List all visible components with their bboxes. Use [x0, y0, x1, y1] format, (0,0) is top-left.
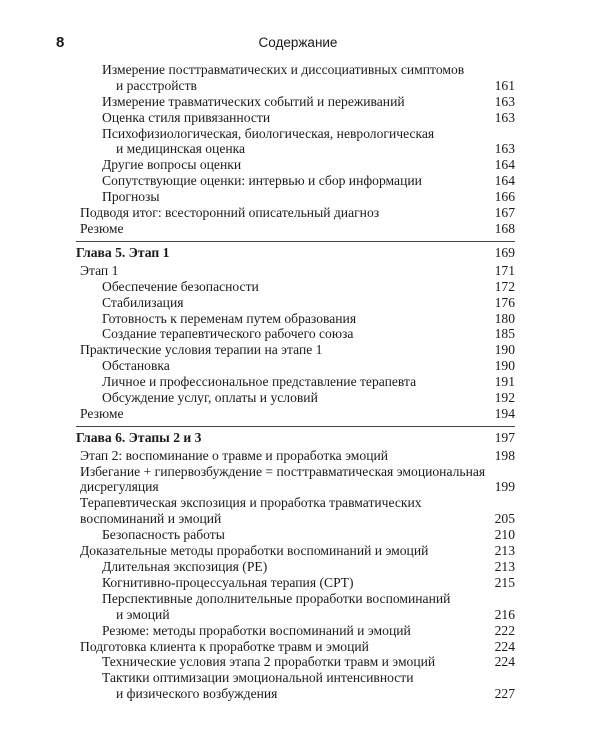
toc-page-number: 164: [494, 173, 515, 189]
toc-entry-title: Безопасность работы: [102, 527, 225, 543]
toc-entry-title: Резюме: методы проработки воспоминаний и эмоций: [102, 622, 411, 638]
toc-entry-title: Подводя итог: всесторонний описательный диагноз: [80, 205, 380, 221]
toc-entry-title: Этап 2: воспоминание о травме и проработка эмоций: [80, 447, 389, 463]
toc-subsection[interactable]: [0, 173, 600, 189]
toc-subsection[interactable]: [0, 62, 600, 94]
running-title: Содержание: [258, 35, 338, 50]
toc-subsection[interactable]: [0, 326, 600, 342]
toc-entry-title: Подготовка клиента к проработке травм и эмоций: [80, 638, 369, 654]
toc-entry-title: Технические условия этапа 2 проработки травм и эмоций: [102, 654, 436, 670]
toc-section[interactable]: [0, 448, 600, 464]
toc-chapter[interactable]: [0, 245, 600, 261]
toc-section[interactable]: [0, 543, 600, 559]
toc-page-number: 167: [494, 205, 515, 221]
toc-page-number: 172: [494, 278, 515, 294]
toc-section[interactable]: [0, 406, 600, 422]
toc-entry-title: Создание терапевтического рабочего союза: [102, 326, 354, 342]
toc-entry-title: Глава 6. Этапы 2 и 3: [76, 429, 202, 445]
toc-subsection[interactable]: [0, 559, 600, 575]
toc-entry-title: Длительная экспозиция (PE): [102, 559, 268, 574]
toc-page-number: 164: [494, 157, 515, 173]
toc-section[interactable]: [0, 263, 600, 279]
toc-page-number: 166: [494, 189, 515, 205]
toc-entry-title: Личное и профессиональное представление терапевта: [102, 374, 417, 390]
toc-subsection[interactable]: [0, 110, 600, 126]
toc-entry-title: Практические условия терапии на этапе 1: [80, 342, 323, 358]
toc-page-number: 194: [494, 405, 515, 421]
toc-page-number: 198: [494, 447, 515, 463]
toc-subsection[interactable]: [0, 311, 600, 327]
toc-subsection[interactable]: [0, 374, 600, 390]
toc-page-number: 190: [494, 358, 515, 374]
toc-section[interactable]: [0, 639, 600, 655]
toc-entry-title: Измерение посттравматических и диссоциативных симптомов: [102, 62, 465, 77]
toc-section[interactable]: [0, 221, 600, 237]
toc-page-number: 163: [494, 141, 515, 157]
toc-page-number: 190: [494, 342, 515, 358]
toc-entry-title: Готовность к переменам путем образования: [102, 310, 357, 326]
toc-page-number: 191: [494, 374, 515, 390]
toc-entry-title: Прогнозы: [102, 189, 160, 205]
toc-page-number: 168: [494, 221, 515, 236]
toc-page-number: 192: [494, 390, 515, 405]
toc-subsection[interactable]: [0, 189, 600, 205]
toc-subsection[interactable]: [0, 591, 600, 623]
toc-subsection[interactable]: [0, 157, 600, 173]
page-number: 8: [56, 34, 65, 51]
toc-page-number: 161: [494, 77, 515, 93]
toc-entry-title: воспоминаний и эмоций: [80, 511, 222, 527]
toc-subsection[interactable]: [0, 654, 600, 670]
toc-subsection[interactable]: [0, 126, 600, 158]
toc-page-number: 205: [494, 511, 515, 527]
toc-page-number: 213: [494, 543, 515, 559]
toc-page-number: 222: [494, 622, 515, 638]
toc-page-number: 197: [494, 429, 515, 445]
toc-entry-title: Стабилизация: [102, 294, 184, 310]
toc-entry-title: Сопутствующие оценки: интервью и сбор информации: [102, 173, 422, 189]
toc-section[interactable]: [0, 464, 600, 496]
toc-page-number: 185: [494, 326, 515, 342]
toc-entry-title: и расстройств: [116, 77, 197, 93]
toc-entry-title: Обсуждение услуг, оплаты и условий: [102, 390, 318, 405]
toc-page-number: 163: [494, 93, 515, 109]
toc-entry-title: Терапевтическая экспозиция и проработка травматических: [80, 495, 422, 511]
toc-subsection[interactable]: [0, 94, 600, 110]
toc-entry-title: Психофизиологическая, биологическая, неврологическая: [102, 125, 435, 141]
toc-entry-title: Резюме: [80, 405, 124, 421]
toc-subsection[interactable]: [0, 527, 600, 543]
toc-entry-title: Резюме: [80, 221, 124, 236]
chapter-divider: [76, 241, 515, 242]
toc-page-number: 224: [494, 654, 515, 670]
toc-entry-title: Обеспечение безопасности: [102, 278, 259, 294]
toc-page-number: 215: [494, 574, 515, 590]
toc-page-number: 210: [494, 527, 515, 543]
toc-subsection[interactable]: [0, 295, 600, 311]
toc-entry-title: Обстановка: [102, 358, 170, 374]
toc-entry-title: и физического возбуждения: [116, 686, 278, 702]
toc-subsection[interactable]: [0, 390, 600, 406]
page-header: [56, 34, 540, 54]
toc-page-number: 227: [494, 686, 515, 702]
toc-entry-title: и медицинская оценка: [116, 141, 246, 157]
toc-page-number: 224: [494, 638, 515, 654]
toc-page-number: 169: [494, 244, 515, 260]
toc-subsection[interactable]: [0, 358, 600, 374]
toc-section[interactable]: [0, 205, 600, 221]
toc-entry-title: Другие вопросы оценки: [102, 157, 242, 173]
toc-page-number: 171: [494, 262, 515, 278]
toc-page-number: 163: [494, 109, 515, 125]
toc-entry-title: Измерение травматических событий и переживаний: [102, 93, 405, 109]
toc-chapter[interactable]: [0, 430, 600, 446]
toc-entry-title: Когнитивно-процессуальная терапия (CPT): [102, 574, 354, 590]
toc-subsection[interactable]: [0, 623, 600, 639]
toc-entry-title: дисрегуляция: [80, 479, 159, 495]
toc-entry-title: Тактики оптимизации эмоциональной интенсивности: [102, 670, 414, 686]
toc-entry-title: Перспективные дополнительные проработки воспоминаний: [102, 590, 451, 606]
toc-entry-title: Этап 1: [80, 262, 119, 278]
toc-entry-title: Доказательные методы проработки воспоминаний и эмоций: [80, 543, 429, 559]
toc-section[interactable]: [0, 495, 600, 527]
toc-section[interactable]: [0, 342, 600, 358]
toc-entry-title: Избегание + гипервозбуждение = посттравматическая эмоциональная: [80, 463, 486, 479]
toc-subsection[interactable]: [0, 575, 600, 591]
chapter-divider: [76, 426, 515, 427]
toc-entry-title: Глава 5. Этап 1: [76, 244, 170, 260]
toc-page-number: 216: [494, 606, 515, 622]
toc-subsection[interactable]: [0, 670, 600, 702]
toc-page-number: 176: [494, 294, 515, 310]
toc-entry-title: Оценка стиля привязанности: [102, 109, 271, 125]
toc-subsection[interactable]: [0, 279, 600, 295]
toc-page-number: 199: [494, 479, 515, 495]
toc-page-number: 180: [494, 310, 515, 326]
toc-page-number: 213: [494, 559, 515, 574]
toc-entry-title: и эмоций: [116, 606, 170, 622]
